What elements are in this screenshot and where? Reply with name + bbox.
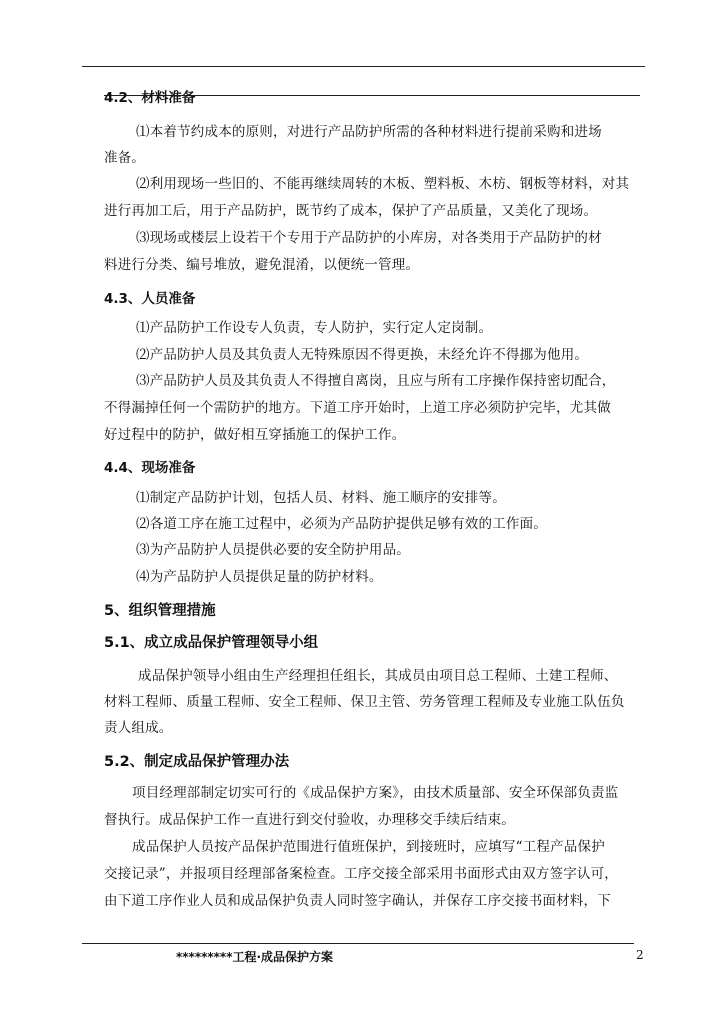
footer-title: *********工程·成品保护方案 (176, 950, 334, 964)
paragraph-line: 准备。 (104, 150, 146, 166)
paragraph-line: ⑴制定产品防护计划，包括人员、材料、施工顺序的安排等。 (136, 490, 506, 506)
paragraph-line: 料进行分类、编号堆放，避免混淆，以便统一管理。 (104, 257, 420, 273)
section-heading-4-4: 4.4、现场准备 (104, 460, 196, 476)
section-heading-4-2: 4.2、材料准备 (104, 90, 196, 106)
paragraph-line: ⑵产品防护人员及其负责人无特殊原因不得更换，未经允许不得挪为他用。 (136, 347, 589, 363)
paragraph-line: ⑵各道工序在施工过程中，必须为产品防护提供足够有效的工作面。 (136, 516, 547, 532)
paragraph-line: 责人组成。 (104, 720, 173, 736)
paragraph-line: ⑶为产品防护人员提供必要的安全防护用品。 (136, 542, 410, 558)
paragraph-line: 材料工程师、质量工程师、安全工程师、保卫主管、劳务管理工程师及专业施工队伍负 (104, 694, 625, 710)
section-heading-5-2: 5.2、制定成品保护管理办法 (104, 754, 290, 770)
paragraph-line: ⑴产品防护工作设专人负责，专人防护，实行定人定岗制。 (136, 320, 493, 336)
paragraph-line: ⑴本着节约成本的原则，对进行产品防护所需的各种材料进行提前采购和进场 (136, 124, 602, 140)
header-rule (82, 66, 645, 67)
paragraph-line: ⑶产品防护人员及其负责人不得擅自离岗，且应与所有工序操作保持密切配合， (136, 373, 616, 389)
paragraph-line: ⑶现场或楼层上设若干个专用于产品防护的小库房，对各类用于产品防护的材 (136, 230, 602, 246)
page-number: 2 (636, 948, 644, 962)
paragraph-line: 交接记录”，并报项目经理部备案检查。工序交接全部采用书面形式由双方签字认可， (104, 866, 619, 882)
paragraph-line: 进行再加工后，用于产品防护，既节约了成本，保护了产品质量，又美化了现场。 (104, 203, 598, 219)
footer-rule (82, 943, 634, 944)
paragraph-line: 好过程中的防护，做好相互穿插施工的保护工作。 (104, 427, 406, 443)
section-heading-5: 5、组织管理措施 (104, 603, 216, 619)
paragraph-line: 项目经理部制定切实可行的《成品保护方案》，由技术质量部、安全环保部负责监 (132, 785, 619, 801)
paragraph-line: 督执行。成品保护工作一直进行到交付验收，办理移交手续后结束。 (104, 812, 515, 828)
paragraph-line: 不得漏掉任何一个需防护的地方。下道工序开始时，上道工序必须防护完毕，尤其做 (104, 400, 611, 416)
paragraph-line: ⑷为产品防护人员提供足量的防护材料。 (136, 569, 383, 585)
section-heading-4-3: 4.3、人员准备 (104, 291, 196, 307)
paragraph-line: 成品保护领导小组由生产经理担任组长，其成员由项目总工程师、土建工程师、 (138, 668, 618, 684)
section-heading-5-1: 5.1、成立成品保护管理领导小组 (104, 635, 319, 651)
paragraph-line: ⑵利用现场一些旧的、不能再继续周转的木板、塑料板、木枋、钢板等材料，对其 (136, 176, 630, 192)
paragraph-line: 成品保护人员按产品保护范围进行值班保护，到接班时，应填写“工程产品保护 (132, 839, 605, 855)
paragraph-line: 由下道工序作业人员和成品保护负责人同时签字确认，并保存工序交接书面材料，下 (104, 893, 611, 909)
